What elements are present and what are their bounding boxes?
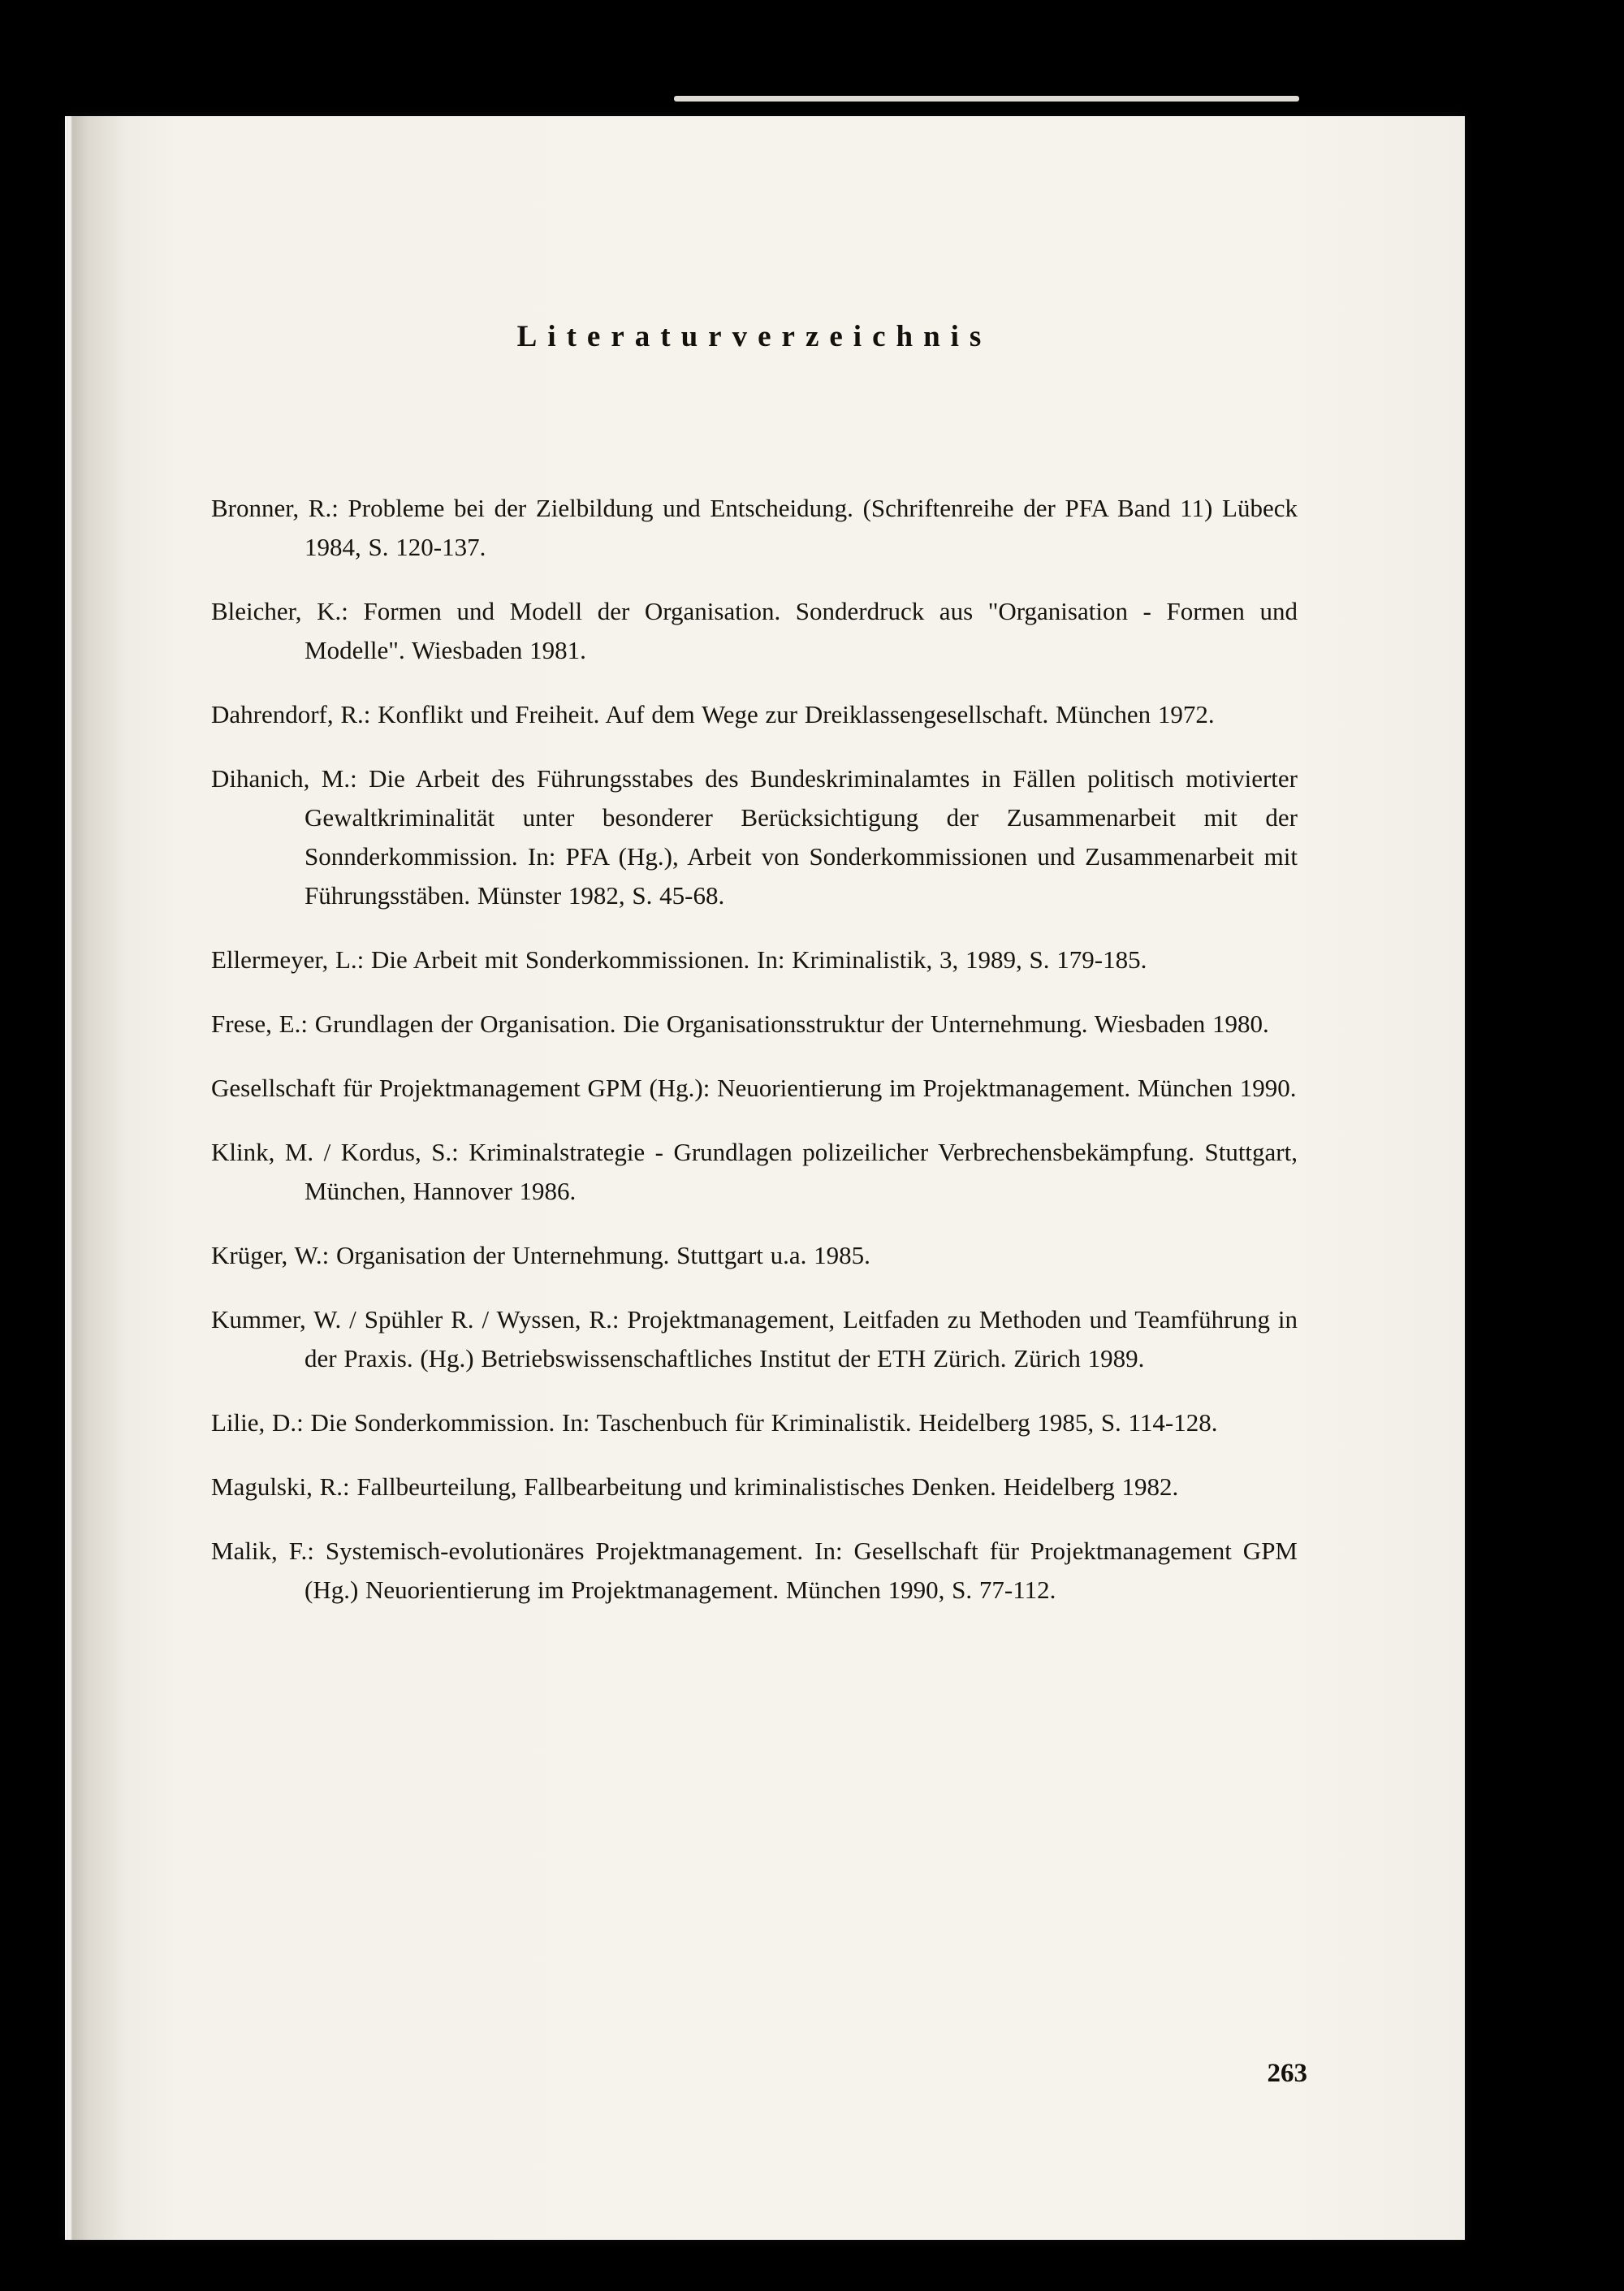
page-number: 263: [1267, 2059, 1307, 2088]
page-title: Literaturverzeichnis: [516, 320, 992, 353]
scanned-book-page: [65, 116, 1465, 2240]
bibliography-entry: Magulski, R.: Fallbeurteilung, Fallbearbeitung und kriminalistisches Denken. Heidelberg 1982.: [211, 1472, 1179, 1501]
bibliography-entry: Frese, E.: Grundlagen der Organisation. Die Organisationsstruktur der Unternehmung. Wiesbaden 1980.: [211, 1009, 1269, 1038]
bibliography-entry: Bleicher, K.: Formen und Modell der Organisation. Sonderdruck aus "Organisation - Formen und Modelle". Wiesbaden 1981.: [211, 597, 1298, 664]
bibliography-entry: Gesellschaft für Projektmanagement GPM (Hg.): Neuorientierung im Projektmanagement. München 1990.: [211, 1074, 1297, 1102]
page-edge-sliver: [674, 96, 1299, 102]
bibliography: [65, 116, 1465, 1610]
bibliography-entry: Krüger, W.: Organisation der Unternehmung. Stuttgart u.a. 1985.: [211, 1241, 870, 1269]
bibliography-entry: Malik, F.: Systemisch-evolutionäres Projektmanagement. In: Gesellschaft für Projektmanagement GPM (Hg.) Neuorientierung im Projektmanagement. München 1990, S. 77-112.: [211, 1537, 1298, 1604]
bibliography-entry: Dahrendorf, R.: Konflikt und Freiheit. Auf dem Wege zur Dreiklassengesellschaft. München 1972.: [211, 700, 1215, 728]
bibliography-entry: Kummer, W. / Spühler R. / Wyssen, R.: Projektmanagement, Leitfaden zu Methoden und Teamführung in der Praxis. (Hg.) Betriebswissenschaftliches Institut der ETH Zürich. Zürich 1989.: [211, 1305, 1298, 1372]
bibliography-entry: Dihanich, M.: Die Arbeit des Führungsstabes des Bundeskriminalamtes in Fällen politisch motivierter Gewaltkriminalität unter besonderer Berücksichtigung der Zusammenarbeit mit der Sonnderkommission. In: PFA (Hg.), Arbeit von Sonderkommissionen und Zusammenarbeit mit Führungsstäben. Münster 1982, S. 45-68.: [211, 764, 1298, 910]
bibliography-entry: Lilie, D.: Die Sonderkommission. In: Taschenbuch für Kriminalistik. Heidelberg 1985, S. 114-128.: [211, 1408, 1218, 1437]
bibliography-entry: Ellermeyer, L.: Die Arbeit mit Sonderkommissionen. In: Kriminalistik, 3, 1989, S. 179-185.: [211, 945, 1147, 974]
page-gutter-highlight: [68, 116, 71, 2240]
bibliography-entry: Klink, M. / Kordus, S.: Kriminalstrategie - Grundlagen polizeilicher Verbrechensbekämpfung. Stuttgart, München, Hannover 1986.: [211, 1138, 1298, 1205]
bibliography-entry: Bronner, R.: Probleme bei der Zielbildung und Entscheidung. (Schriftenreihe der PFA Band 11) Lübeck 1984, S. 120-137.: [211, 494, 1298, 561]
